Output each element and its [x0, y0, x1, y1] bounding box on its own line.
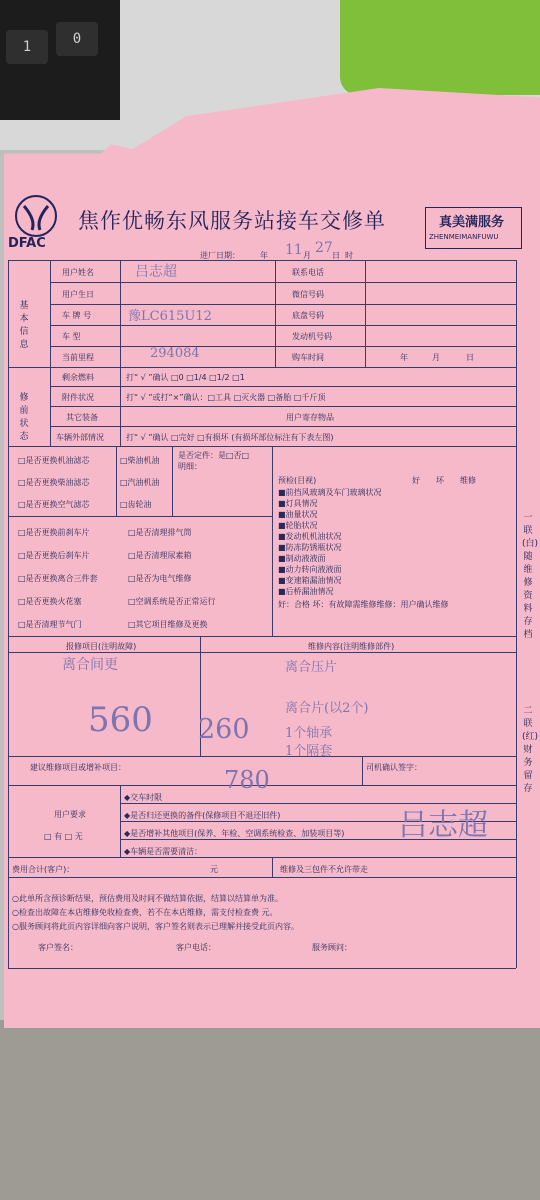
content-header: 维修内容(注明维修部件)	[308, 642, 395, 651]
field-birthday: 用户生日	[62, 290, 94, 299]
inspect-item: ■后桥漏油情况	[278, 587, 334, 596]
purchase-year: 年	[400, 353, 408, 362]
inspect-item: ■制动液液面	[278, 554, 326, 563]
day-label: 日	[332, 251, 340, 260]
field-plate: 车 牌 号	[62, 311, 92, 320]
field-mileage: 当前里程	[62, 353, 94, 362]
inspect-item: ■油量状况	[278, 510, 318, 519]
inspect-col-good: 好	[412, 476, 420, 485]
request-yes-no: □ 有 □ 无	[44, 832, 83, 841]
month-label: 月	[303, 251, 311, 260]
hand-report: 离合间更	[62, 657, 118, 673]
form-title: 焦作优畅东风服务站接车交修单	[78, 209, 386, 233]
copy2-label: 二联(红)财务留存	[522, 706, 539, 794]
logo-text: DFAC	[8, 236, 46, 251]
year-label: 年	[260, 251, 268, 260]
customer-signature-label: 客户签名：	[38, 943, 78, 952]
hand-signature: 吕志超	[398, 808, 488, 843]
check-item: □空调系统是否正常运行	[128, 597, 216, 606]
field-chassis: 底盘号码	[292, 311, 324, 320]
hand-day: 27	[315, 240, 333, 256]
brand-pinyin: ZHENMEIMANFUWU	[429, 233, 499, 241]
green-object	[340, 0, 540, 95]
field-name: 用户姓名	[62, 268, 94, 277]
check-item: □是否清理节气门	[18, 620, 82, 629]
date-label: 进厂日期：	[200, 251, 240, 260]
check-item: □是否更换火花塞	[18, 597, 82, 606]
inspect-item: ■防冻防锈瓶状况	[278, 543, 342, 552]
fuel-label: 剩余燃料	[62, 373, 94, 382]
check-item: □其它项目维修及更换	[128, 620, 208, 629]
hand-content: 离合压片	[285, 660, 338, 675]
inspect-item: ■动力转向液液面	[278, 565, 342, 574]
section-pre: 修前状态	[19, 393, 29, 442]
hand-month: 11	[285, 242, 303, 258]
keyboard-key: 0	[56, 22, 98, 56]
hand-content: 离合片(以2个)	[285, 701, 369, 716]
hour-label: 时	[345, 251, 353, 260]
hand-content: 1个隔套	[285, 744, 333, 759]
hand-mileage: 294084	[150, 346, 200, 361]
check-diesel-filter: □是否更换柴油滤芯	[18, 478, 90, 487]
keyboard	[0, 0, 120, 120]
fee-label: 费用合计(客户)：	[12, 865, 75, 874]
field-model: 车 型	[62, 332, 81, 341]
customer-phone-label: 客户电话：	[176, 943, 216, 952]
check-item: □是否更换离合三件套	[18, 574, 98, 583]
hand-content: 1个轴承	[285, 726, 333, 741]
table-surface	[0, 1020, 540, 1200]
oil-diesel: □柴油机油	[120, 456, 160, 465]
check-air-filter: □是否更换空气滤芯	[18, 500, 90, 509]
check-item: □是否清理排气筒	[128, 528, 192, 537]
parts-options: 打“ √ ”或打“×”确认：□工具 □灭火器 □备胎 □千斤顶	[126, 393, 326, 402]
appearance-options: 打“ √ ”确认 □完好 □有损坏 (有损坏部位标注有下表左图)	[126, 433, 334, 442]
report-header: 报修项目(注明故障)	[66, 642, 137, 651]
parts-label: 附件状况	[62, 393, 94, 402]
sign-label: 司机确认签字：	[366, 763, 422, 772]
inspect-header: 预检(目视)	[278, 476, 317, 485]
purchase-month: 月	[432, 353, 440, 362]
customer-item: ◆是否归还更换的备件(保修项目不退还旧件)	[124, 811, 281, 820]
hand-plate: 豫LC615U12	[128, 309, 212, 324]
appearance-label: 车辆外部情况	[56, 433, 104, 442]
warranty-note: 维修及三包件不允许带走	[280, 865, 368, 874]
note-line: ○服务顾问将此页内容详细向客户说明，客户签名则表示已理解并接受此页内容。	[12, 922, 299, 931]
customer-item: ◆是否增补其他项目(保养、年检、空调系统检查、加装项目等)	[124, 829, 345, 838]
fee-yuan: 元	[210, 865, 218, 874]
order-detail: 明细：	[178, 462, 202, 471]
suggest-label: 建议维修项目或增补项目：	[30, 763, 126, 772]
brand-box	[425, 207, 522, 249]
oil-gasoline: □汽油机油	[120, 478, 160, 487]
check-oil-filter: □是否更换机油滤芯	[18, 456, 90, 465]
inspect-col-bad: 坏	[436, 476, 444, 485]
customer-item: ◆交车时限	[124, 793, 163, 802]
customer-item: ◆车辆是否需要清洁：	[124, 847, 203, 856]
inspect-item: ■灯具情况	[278, 499, 318, 508]
field-phone: 联系电话	[292, 268, 324, 277]
check-item: □是否更换前刹车片	[18, 528, 90, 537]
inspect-item: ■轮胎状况	[278, 521, 318, 530]
hand-amount: 260	[198, 714, 250, 745]
inspect-col-repair: 维修	[460, 476, 476, 485]
fuel-options: 打“ √ ”确认 □0 □1/4 □1/2 □1	[126, 373, 245, 382]
section-basic: 基本信息	[19, 301, 29, 350]
check-item: □是否清理尿素箱	[128, 551, 192, 560]
storage-label: 用户寄存物品	[286, 413, 334, 422]
field-wechat: 微信号码	[292, 290, 324, 299]
copy1-label: 一联(白)随维修资料存档	[522, 513, 539, 640]
inspect-note: 好：合格 坏：有故障需维修维修：用户确认维修	[278, 600, 449, 609]
inspect-item: ■前挡风玻璃及车门玻璃状况	[278, 488, 382, 497]
hand-name: 吕志超	[135, 264, 177, 280]
inspect-item: ■发动机机油状况	[278, 532, 342, 541]
check-item: □是否更换后刹车片	[18, 551, 90, 560]
other-label: 其它装备	[66, 413, 98, 422]
field-purchase: 购车时间	[292, 353, 324, 362]
keyboard-key: 1	[6, 30, 48, 64]
request-label: 用户要求	[54, 810, 86, 819]
hand-amount: 560	[88, 700, 153, 740]
order-parts: 是否定件：是□否□	[178, 451, 250, 460]
note-line: ○检查出故障在本店维修免收检查费，若不在本店维修，需支付检查费 元。	[12, 908, 278, 917]
field-engine: 发动机号码	[292, 332, 332, 341]
oil-gear: □齿轮油	[120, 500, 152, 509]
service-advisor-label: 服务顾问：	[312, 943, 352, 952]
note-line: ○此单所含预诊断结果，预估费用及时间不做结算依据，结算以结算单为准。	[12, 894, 283, 903]
purchase-day: 日	[466, 353, 474, 362]
hand-total: 780	[224, 766, 270, 794]
brand-name: 真美满服务	[439, 215, 505, 230]
inspect-item: ■变速箱漏油情况	[278, 576, 342, 585]
check-item: □是否为电气维修	[128, 574, 192, 583]
